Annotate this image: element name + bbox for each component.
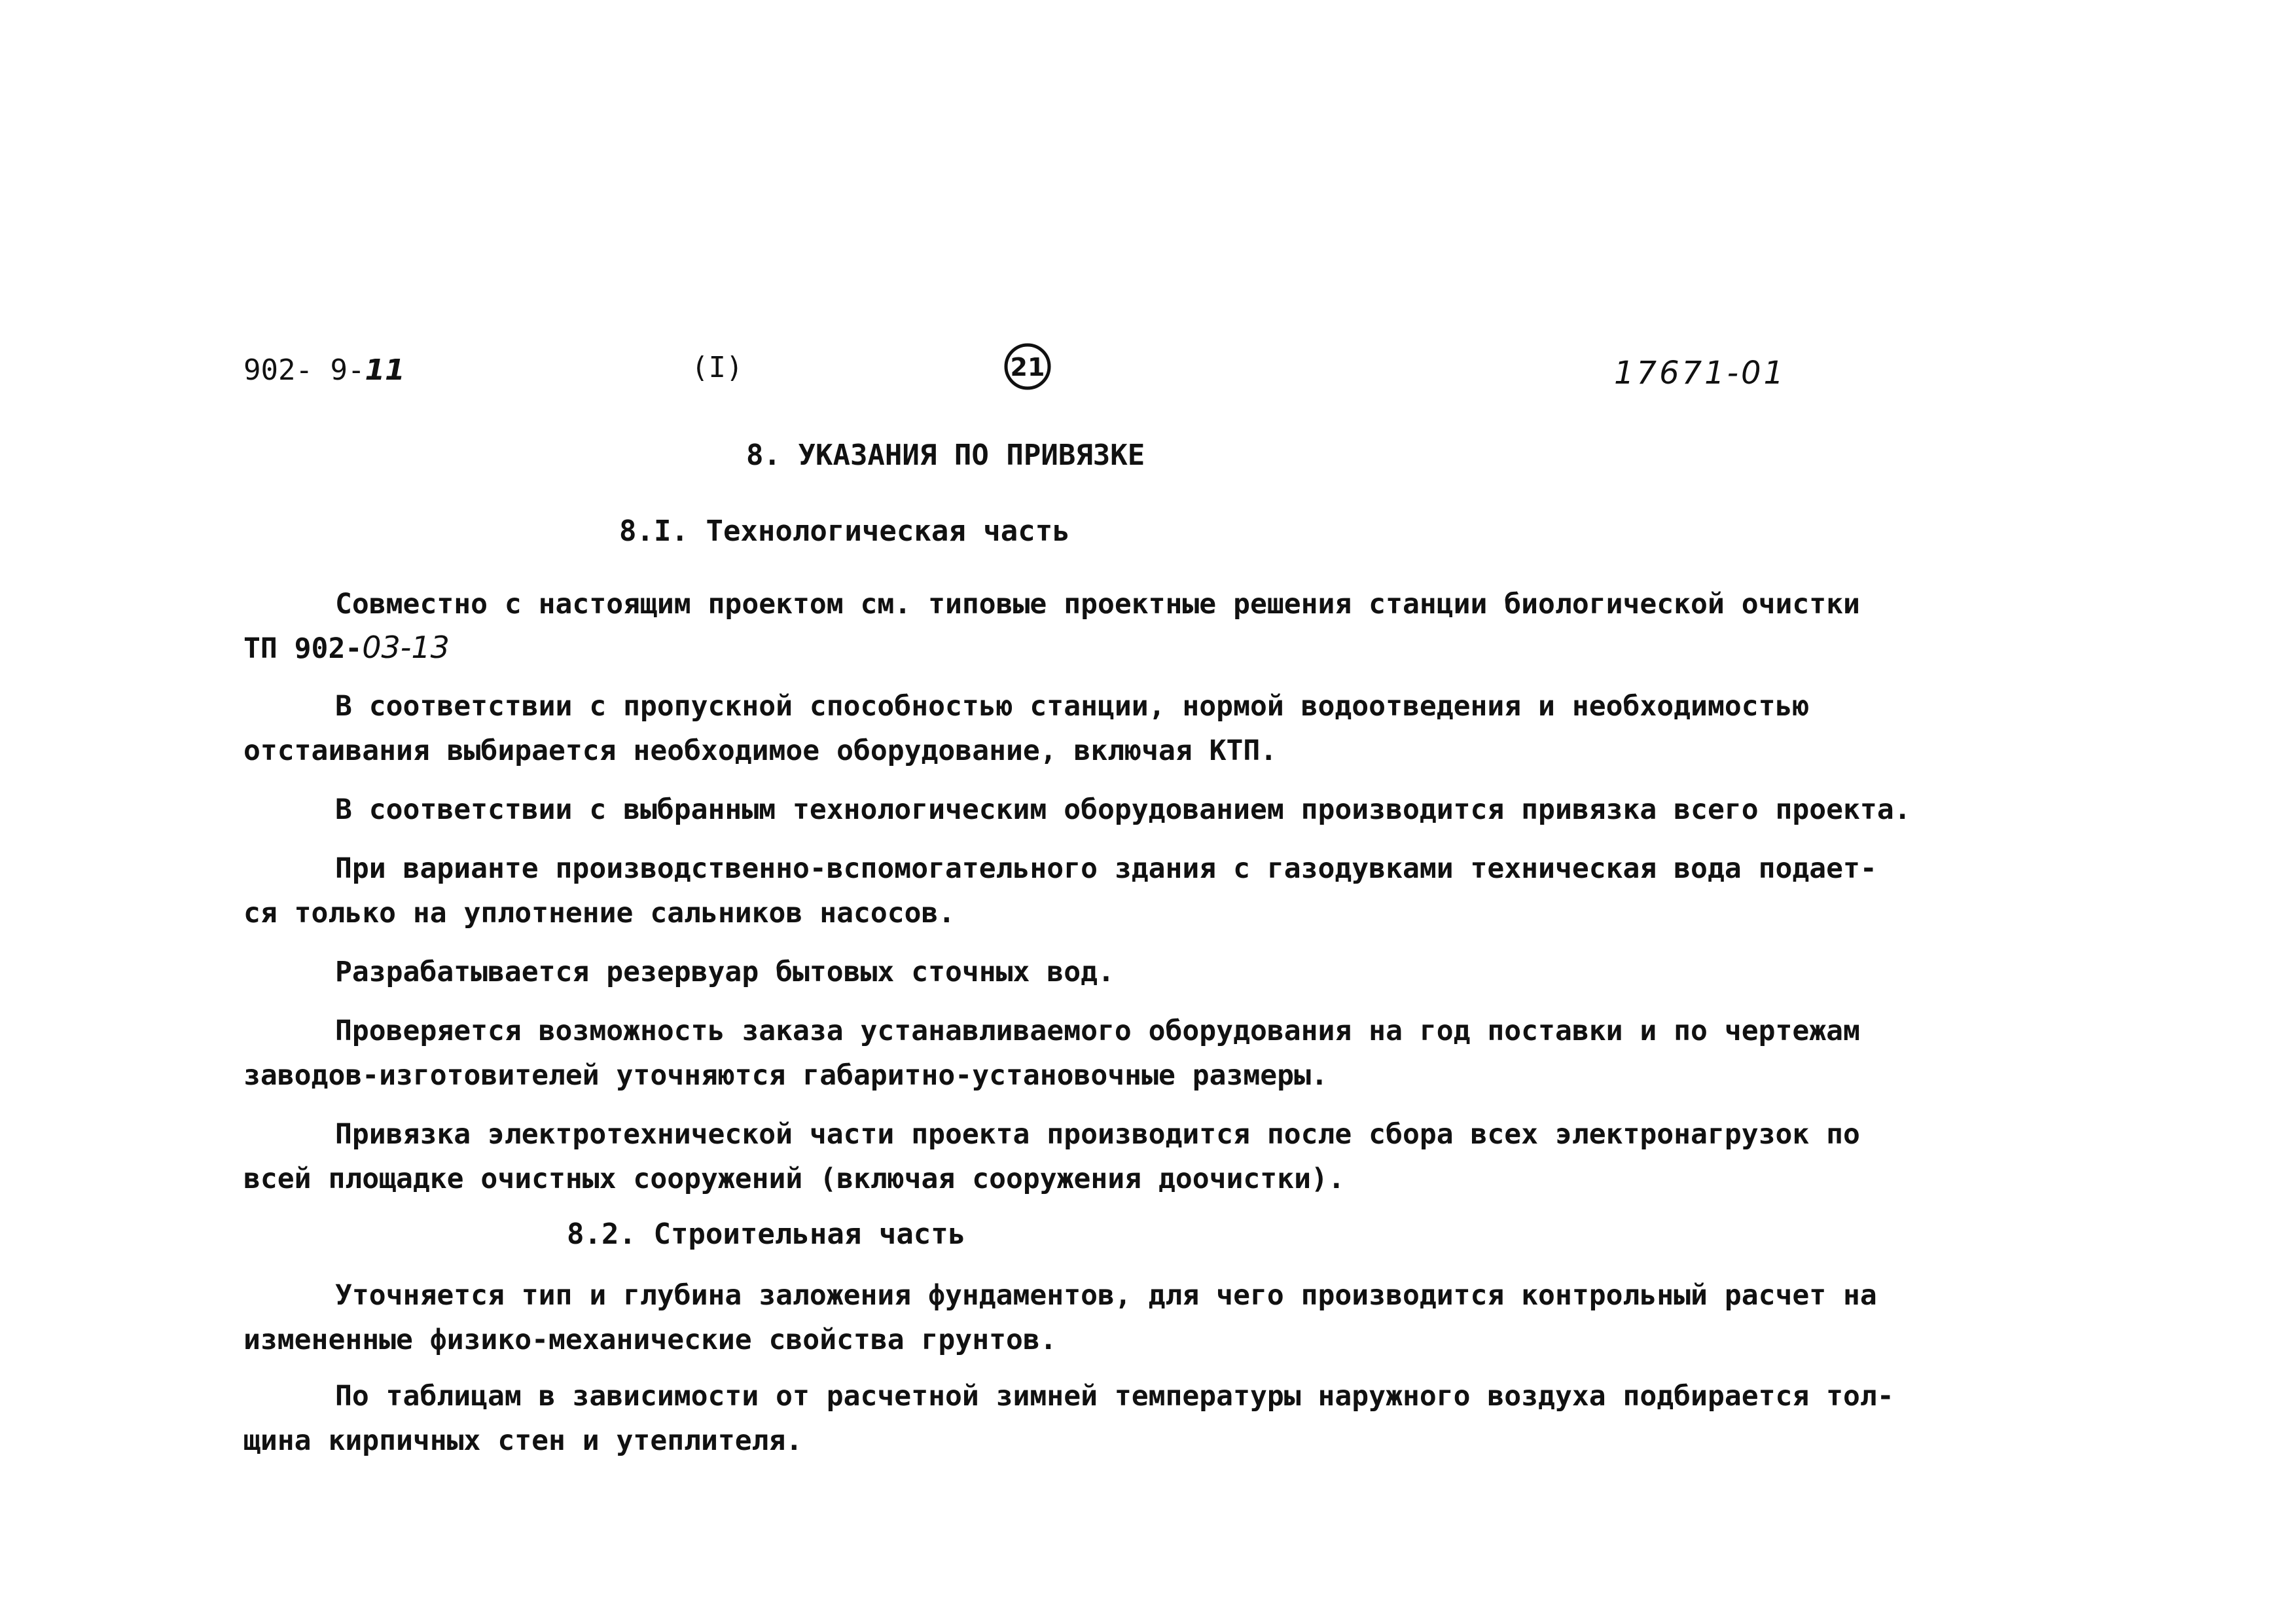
paragraph-line: Проверяется возможность заказа устанавливаемого оборудования на год поставки и по чертежам (335, 1015, 1860, 1047)
paragraph-line: Уточняется тип и глубина заложения фундаментов, для чего производится контрольный расчет на (335, 1279, 1877, 1312)
subsection-title-technological: 8.I. Технологическая часть (619, 514, 1070, 548)
tp-prefix: ТП 902- (243, 632, 363, 665)
paragraph-line: всей площадке очистных сооружений (включая сооружения доочистки). (243, 1163, 1345, 1195)
paragraph-line: отстаивания выбирается необходимое оборудование, включая КТП. (243, 734, 1278, 767)
inventory-number: 17671-01 (1614, 355, 1787, 391)
paragraph-line: Разрабатывается резервуар бытовых сточных вод. (335, 956, 1115, 988)
document-code-suffix: 11 (365, 353, 405, 387)
paragraph-line: ся только на уплотнение сальников насосов. (243, 897, 956, 929)
part-number: (I) (691, 351, 744, 384)
page-number-stamp (1003, 342, 1052, 391)
paragraph-line: По таблицам в зависимости от расчетной зимней температуры наружного воздуха подбирается тол- (335, 1380, 1894, 1413)
paragraph-line: В соответствии с пропускной способностью станции, нормой водоотведения и необходимостью (335, 690, 1810, 723)
document-code (243, 351, 405, 390)
paragraph-line: щина кирпичных стен и утеплителя. (243, 1424, 803, 1457)
paragraph-line-tp (243, 628, 450, 668)
paragraph-line: Привязка электротехнической части проекта производится после сбора всех электронагрузок по (335, 1118, 1860, 1151)
page-number: 21 (1010, 353, 1045, 382)
subsection-title-construction: 8.2. Строительная часть (567, 1218, 966, 1251)
document-code-prefix: 902- 9- (243, 353, 365, 387)
paragraph-line: При варианте производственно-вспомогательного здания с газодувками техническая вода подает- (335, 852, 1877, 885)
paragraph-line: Совместно с настоящим проектом см. типовые проектные решения станции биологической очистки (335, 588, 1860, 621)
paragraph-line: измененные физико-механические свойства грунтов. (243, 1324, 1057, 1356)
tp-handwritten-number: 03-13 (362, 630, 450, 665)
section-title: 8. УКАЗАНИЯ ПО ПРИВЯЗКЕ (746, 439, 1145, 472)
paragraph-line: заводов-изготовителей уточняются габаритно-установочные размеры. (243, 1059, 1328, 1092)
paragraph-line: В соответствии с выбранным технологическим оборудованием производится привязка всего проекта. (335, 793, 1911, 826)
